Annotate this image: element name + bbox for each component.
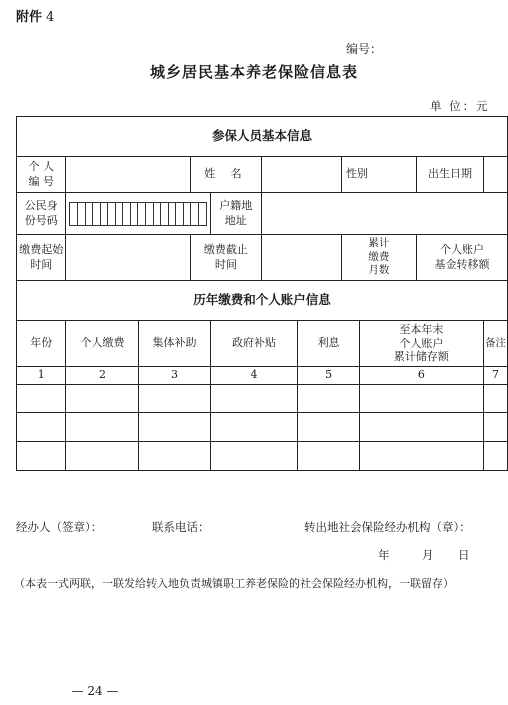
page-number: — 24 — — [71, 684, 119, 698]
citizen-id-value[interactable] — [66, 193, 210, 235]
total-months-label: 累计 缴费 月数 — [341, 235, 416, 281]
name-label: 姓 名 — [190, 157, 261, 193]
serial-number-label: 编号： — [346, 42, 383, 56]
date-month-label: 月 — [422, 548, 434, 562]
table-cell[interactable] — [139, 413, 210, 442]
table-cell[interactable] — [17, 385, 66, 413]
column-number-row — [17, 367, 508, 385]
birth-date-value[interactable] — [484, 157, 508, 193]
table-row — [17, 442, 508, 471]
attachment-number: 4 — [46, 10, 55, 25]
col-number: 6 — [359, 367, 483, 385]
col-header-year: 年份 — [17, 321, 66, 367]
table-cell[interactable] — [359, 385, 483, 413]
table-cell[interactable] — [484, 442, 508, 471]
transfer-agency-label: 转出地社会保险经办机构（章）： — [304, 520, 471, 534]
table-row — [17, 385, 508, 413]
pay-end-label: 缴费截止 时间 — [190, 235, 261, 281]
col-number: 2 — [66, 367, 139, 385]
transfer-amount-label: 个人账户 基金转移额 — [416, 235, 507, 281]
table-cell[interactable] — [66, 385, 139, 413]
col-header-collective-subsidy: 集体补助 — [139, 321, 210, 367]
table-cell[interactable] — [210, 413, 298, 442]
date-year-label: 年 — [378, 548, 390, 562]
col-number: 5 — [298, 367, 359, 385]
date-day-label: 日 — [458, 548, 470, 562]
personal-id-value[interactable] — [66, 157, 190, 193]
citizen-id-digit-boxes — [69, 202, 206, 226]
household-address-label: 户籍地 地址 — [210, 193, 261, 235]
pay-end-value[interactable] — [262, 235, 342, 281]
handler-signature-label: 经办人（签章）： — [16, 520, 103, 534]
col-header-balance: 至本年末 个人账户 累计储存额 — [359, 321, 483, 367]
col-header-gov-subsidy: 政府补贴 — [210, 321, 298, 367]
table-cell[interactable] — [139, 442, 210, 471]
table-cell[interactable] — [359, 442, 483, 471]
info-form-table — [16, 116, 508, 471]
personal-id-label: 个 人 编 号 — [17, 157, 66, 193]
col-number: 1 — [17, 367, 66, 385]
section-basic-info-title: 参保人员基本信息 — [17, 117, 508, 157]
col-number: 4 — [210, 367, 298, 385]
table-cell[interactable] — [210, 442, 298, 471]
table-cell[interactable] — [298, 442, 359, 471]
table-cell[interactable] — [484, 385, 508, 413]
birth-date-label: 出生日期 — [416, 157, 483, 193]
col-header-remarks: 备注 — [484, 321, 508, 367]
col-header-personal-pay: 个人缴费 — [66, 321, 139, 367]
section-history-title: 历年缴费和个人账户信息 — [17, 281, 508, 321]
table-cell[interactable] — [17, 413, 66, 442]
table-cell[interactable] — [139, 385, 210, 413]
household-address-value[interactable] — [262, 193, 508, 235]
form-note: （本表一式两联，一联发给转入地负责城镇职工养老保险的社会保险经办机构，一联留存） — [14, 577, 454, 590]
attachment-label: 附件 4 — [16, 10, 55, 25]
pay-start-label: 缴费起始 时间 — [17, 235, 66, 281]
table-cell[interactable] — [66, 413, 139, 442]
unit-label: 单 位：元 — [430, 99, 490, 113]
table-cell[interactable] — [298, 413, 359, 442]
form-title: 城乡居民基本养老保险信息表 — [149, 63, 358, 81]
pay-start-value[interactable] — [66, 235, 190, 281]
citizen-id-label: 公民身 份号码 — [17, 193, 66, 235]
table-cell[interactable] — [298, 385, 359, 413]
table-cell[interactable] — [484, 413, 508, 442]
col-header-interest: 利息 — [298, 321, 359, 367]
col-number: 7 — [484, 367, 508, 385]
name-value[interactable] — [262, 157, 342, 193]
col-number: 3 — [139, 367, 210, 385]
table-cell[interactable] — [359, 413, 483, 442]
table-cell[interactable] — [66, 442, 139, 471]
contact-phone-label: 联系电话： — [152, 520, 210, 534]
table-cell[interactable] — [210, 385, 298, 413]
table-row — [17, 413, 508, 442]
table-cell[interactable] — [17, 442, 66, 471]
gender-label: 性别 — [341, 157, 416, 193]
